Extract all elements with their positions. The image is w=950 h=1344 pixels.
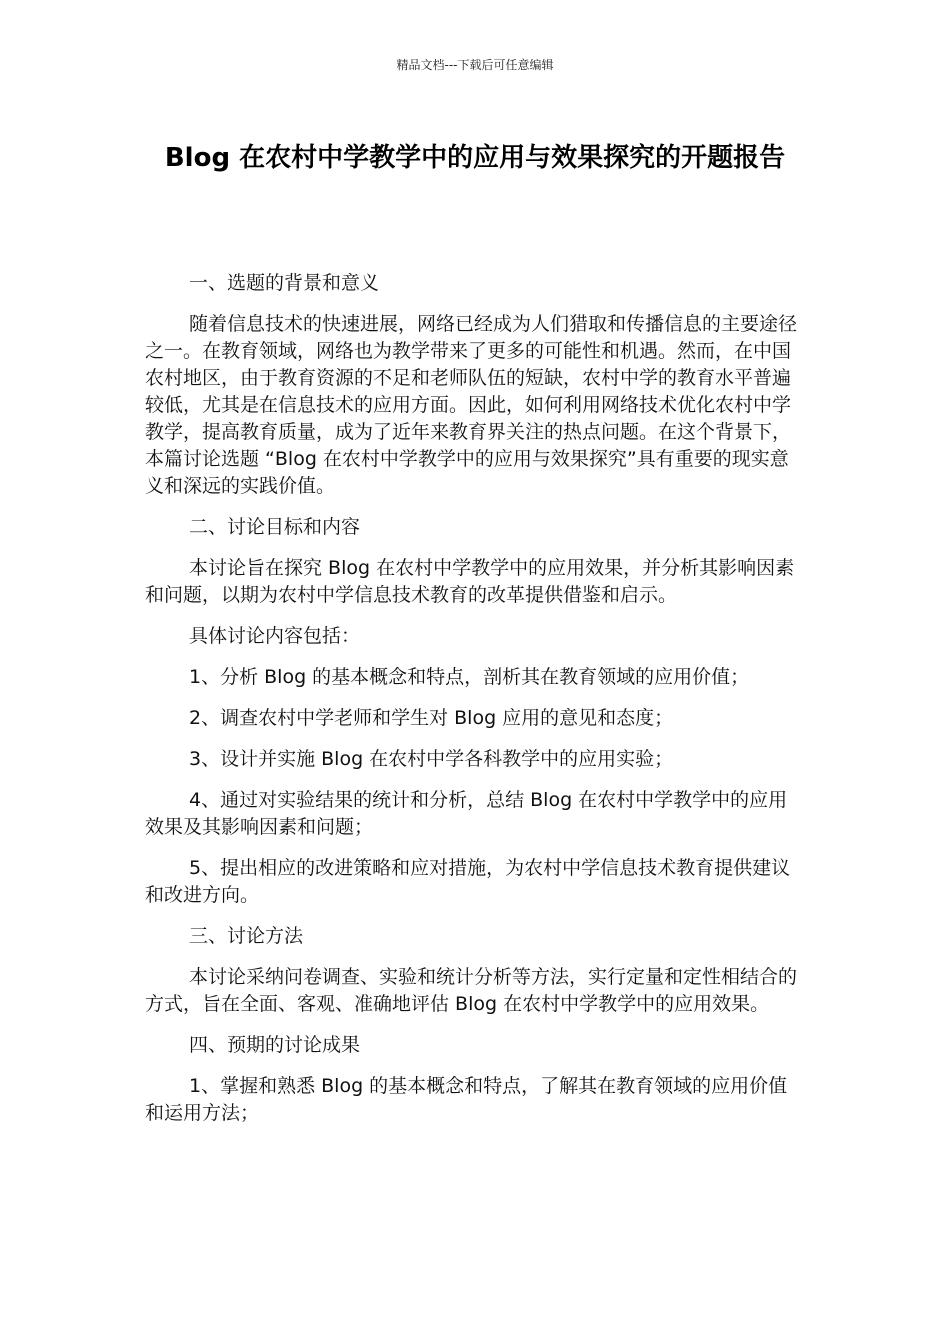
section-heading-outcomes: 四、预期的讨论成果 [189, 1034, 361, 1056]
section-heading-background: 一、选题的背景和意义 [189, 272, 380, 294]
paragraph-methods: 本讨论采纳问卷调查、实验和统计分析等方法，实行定量和定性相结合的方式，旨在全面、客观、准确地评估 Blog 在农村中学教学中的应用效果。 [145, 966, 798, 1015]
list-item: 1、掌握和熟悉 Blog 的基本概念和特点，了解其在教育领域的应用价值和运用方法； [145, 1075, 788, 1124]
list-item: 4、通过对实验结果的统计和分析，总结 Blog 在农村中学教学中的应用效果及其影响因素和问题； [145, 789, 788, 838]
section-heading-methods: 三、讨论方法 [189, 925, 304, 947]
list-item: 3、设计并实施 Blog 在农村中学各科教学中的应用实验； [189, 748, 674, 770]
paragraph-background: 随着信息技术的快速进展，网络已经成为人们猎取和传播信息的主要途径之一。在教育领域，网络也为教学带来了更多的可能性和机遇。然而，在中国农村地区，由于教育资源的不足和老师队伍的短缺，农村中学的教育水平普遍较低，尤其是在信息技术的应用方面。因此，如何利用网络技术优化农村中学教学，提高教育质量，成为了近年来教育界关注的热点问题。在这个背景下，本篇讨论选题 “Blog 在农村中学教学中的应用与效果探究”具有重要的现实意义和深远的实践价值。 [145, 313, 798, 497]
paragraph-content-intro: 具体讨论内容包括： [189, 625, 361, 647]
list-item: 1、分析 Blog 的基本概念和特点，剖析其在教育领域的应用价值； [189, 666, 750, 688]
document-body [145, 270, 805, 1141]
list-item: 5、提出相应的改进策略和应对措施，为农村中学信息技术教育提供建议和改进方向。 [145, 857, 791, 906]
page-header-note: 精品文档---下载后可任意编辑 [396, 58, 554, 72]
paragraph-goals: 本讨论旨在探究 Blog 在农村中学教学中的应用效果，并分析其影响因素和问题，以期为农村中学信息技术教育的改革提供借鉴和启示。 [145, 557, 795, 606]
section-heading-goals: 二、讨论目标和内容 [189, 516, 361, 538]
list-item: 2、调查农村中学老师和学生对 Blog 应用的意见和态度； [189, 707, 674, 729]
document-title: Blog 在农村中学教学中的应用与效果探究的开题报告 [164, 143, 786, 173]
